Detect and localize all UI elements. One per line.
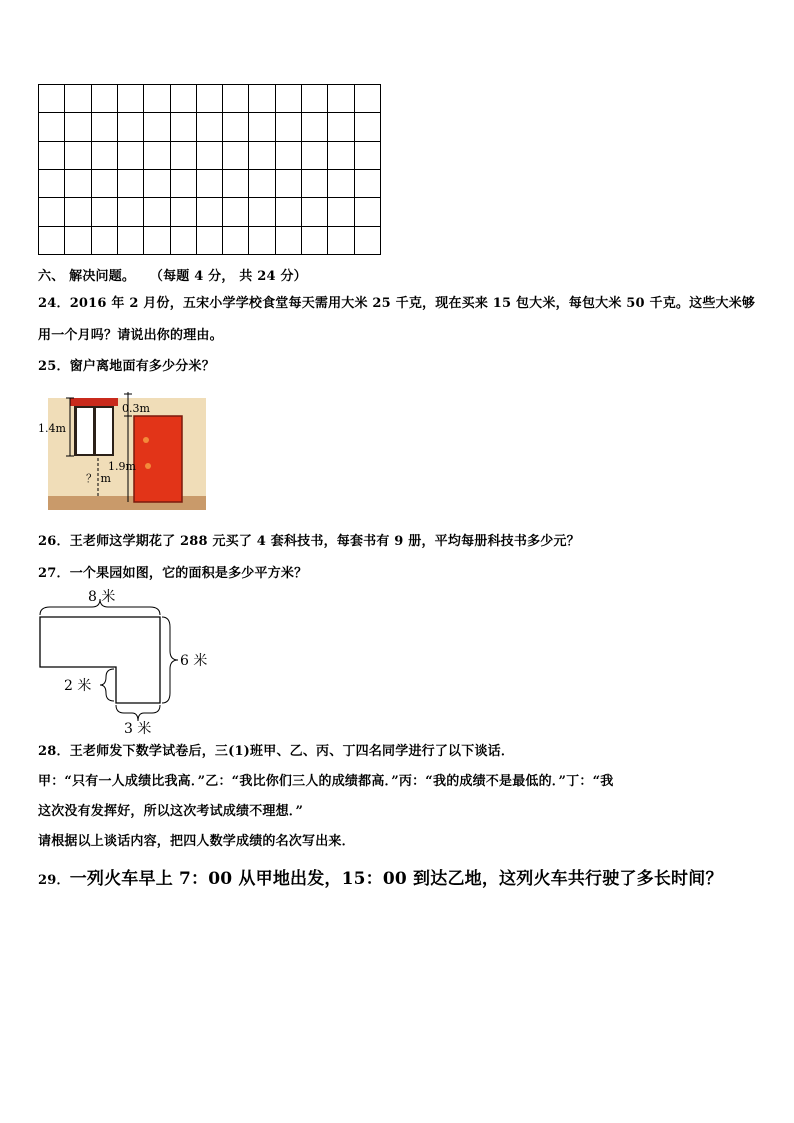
label-8m: 8 米	[88, 589, 116, 605]
grid-cell	[171, 113, 197, 141]
window-figure	[38, 388, 208, 512]
grid-cell	[118, 85, 144, 113]
brace-notch	[100, 669, 114, 701]
grid-cell	[355, 198, 381, 226]
grid-cell	[171, 142, 197, 170]
q28-line3: 这次没有发挥好，所以这次考试成绩不理想．”	[38, 804, 304, 819]
grid-cell	[144, 142, 170, 170]
answer-grid	[38, 84, 381, 255]
grid-cell	[39, 142, 65, 170]
grid-cell	[249, 113, 275, 141]
grid-cell	[302, 85, 328, 113]
grid-cell	[171, 170, 197, 198]
grid-cell	[144, 113, 170, 141]
grid-cell	[197, 113, 223, 141]
grid-cell	[276, 227, 302, 255]
grid-cell	[276, 113, 302, 141]
grid-cell	[118, 113, 144, 141]
grid-cell	[328, 85, 354, 113]
grid-cell	[355, 85, 381, 113]
window-pane-left	[77, 408, 93, 454]
grid-cell	[144, 170, 170, 198]
orchard-shape	[40, 617, 160, 703]
label-2m: 2 米	[64, 678, 92, 694]
grid-cell	[197, 142, 223, 170]
window-pane-right	[96, 408, 112, 454]
grid-cell	[223, 198, 249, 226]
grid-cell	[355, 113, 381, 141]
grid-cell	[197, 227, 223, 255]
grid-cell	[328, 170, 354, 198]
grid-cell	[249, 170, 275, 198]
q27-text: 27．一个果园如图，它的面积是多少平方米？	[38, 566, 308, 581]
door-highlight	[145, 463, 151, 469]
grid-cell	[92, 227, 118, 255]
grid-cell	[92, 85, 118, 113]
grid-cell	[249, 85, 275, 113]
q24-line2: 用一个月吗？请说出你的理由。	[38, 328, 223, 343]
q28-line2: 甲：“只有一人成绩比我高．”乙：“我比你们三人的成绩都高．”丙：“我的成绩不是最低的．”丁：“我	[38, 774, 614, 789]
grid-cell	[118, 227, 144, 255]
grid-cell	[118, 170, 144, 198]
label-6m: 6 米	[180, 653, 208, 669]
curtain	[70, 398, 118, 406]
grid-cell	[92, 113, 118, 141]
q28-line1: 28．王老师发下数学试卷后，三(1)班甲、乙、丙、丁四名同学进行了以下谈话．	[38, 744, 515, 759]
grid-cell	[39, 113, 65, 141]
grid-cell	[223, 170, 249, 198]
q29	[38, 864, 723, 889]
grid-cell	[328, 113, 354, 141]
grid-cell	[223, 113, 249, 141]
section-header	[38, 265, 307, 284]
q29-number: 29．	[38, 873, 70, 888]
grid-cell	[118, 198, 144, 226]
grid-cell	[171, 227, 197, 255]
grid-cell	[65, 227, 91, 255]
grid-cell	[249, 227, 275, 255]
grid-cell	[92, 170, 118, 198]
grid-cell	[118, 142, 144, 170]
grid-cell	[328, 227, 354, 255]
grid-cell	[92, 142, 118, 170]
grid-cell	[249, 142, 275, 170]
grid-cell	[276, 198, 302, 226]
grid-cell	[92, 198, 118, 226]
grid-cell	[65, 113, 91, 141]
grid-cell	[65, 85, 91, 113]
brace-bottom	[116, 705, 160, 721]
label-1-9m: 1.9m	[108, 460, 136, 473]
q26-text: 26．王老师这学期花了 288 元买了 4 套科技书，每套书有 9 册，平均每册科技书多少元？	[38, 534, 580, 549]
q25-text: 25．窗户离地面有多少分米？	[38, 359, 215, 374]
grid-cell	[65, 142, 91, 170]
orchard-figure	[38, 585, 238, 735]
door	[134, 416, 182, 502]
label-1-4m: 1.4m	[38, 422, 66, 435]
grid-cell	[249, 198, 275, 226]
grid-cell	[197, 198, 223, 226]
grid-cell	[302, 198, 328, 226]
grid-cell	[328, 198, 354, 226]
grid-cell	[223, 142, 249, 170]
section-score: （每题 4 分， 共 24 分）	[149, 269, 307, 284]
grid-cell	[39, 85, 65, 113]
grid-cell	[276, 170, 302, 198]
grid-cell	[276, 142, 302, 170]
grid-cell	[39, 198, 65, 226]
grid-cell	[302, 113, 328, 141]
grid-cell	[276, 85, 302, 113]
grid-cell	[197, 85, 223, 113]
grid-cell	[302, 227, 328, 255]
grid-cell	[302, 142, 328, 170]
grid-cell	[223, 85, 249, 113]
grid-cell	[355, 142, 381, 170]
grid-cell	[39, 227, 65, 255]
grid-cell	[223, 227, 249, 255]
q28-line4: 请根据以上谈话内容，把四人数学成绩的名次写出来．	[38, 834, 355, 849]
grid-cell	[328, 142, 354, 170]
door-highlight	[143, 437, 149, 443]
section-title: 六、 解决问题。	[38, 269, 136, 284]
brace-right	[162, 617, 178, 703]
grid-cell	[355, 227, 381, 255]
q29-text: 一列火车早上 7：00 从甲地出发，15：00 到达乙地，这列火车共行驶了多长时间？	[69, 869, 723, 889]
grid-cell	[197, 170, 223, 198]
grid-cell	[302, 170, 328, 198]
label-3m: 3 米	[124, 721, 152, 735]
label-unknown: ？ m	[86, 472, 111, 485]
q24-line1: 24．2016 年 2 月份，五宋小学学校食堂每天需用大米 25 千克，现在买来 15 包大米，每包大米 50 千克。这些大米够	[38, 296, 756, 311]
label-0-3m: 0.3m	[122, 402, 150, 415]
grid-cell	[355, 170, 381, 198]
grid-cell	[144, 198, 170, 226]
grid-cell	[144, 85, 170, 113]
grid-cell	[144, 227, 170, 255]
grid-cell	[171, 85, 197, 113]
grid-cell	[65, 170, 91, 198]
grid-cell	[65, 198, 91, 226]
grid-cell	[171, 198, 197, 226]
grid-cell	[39, 170, 65, 198]
